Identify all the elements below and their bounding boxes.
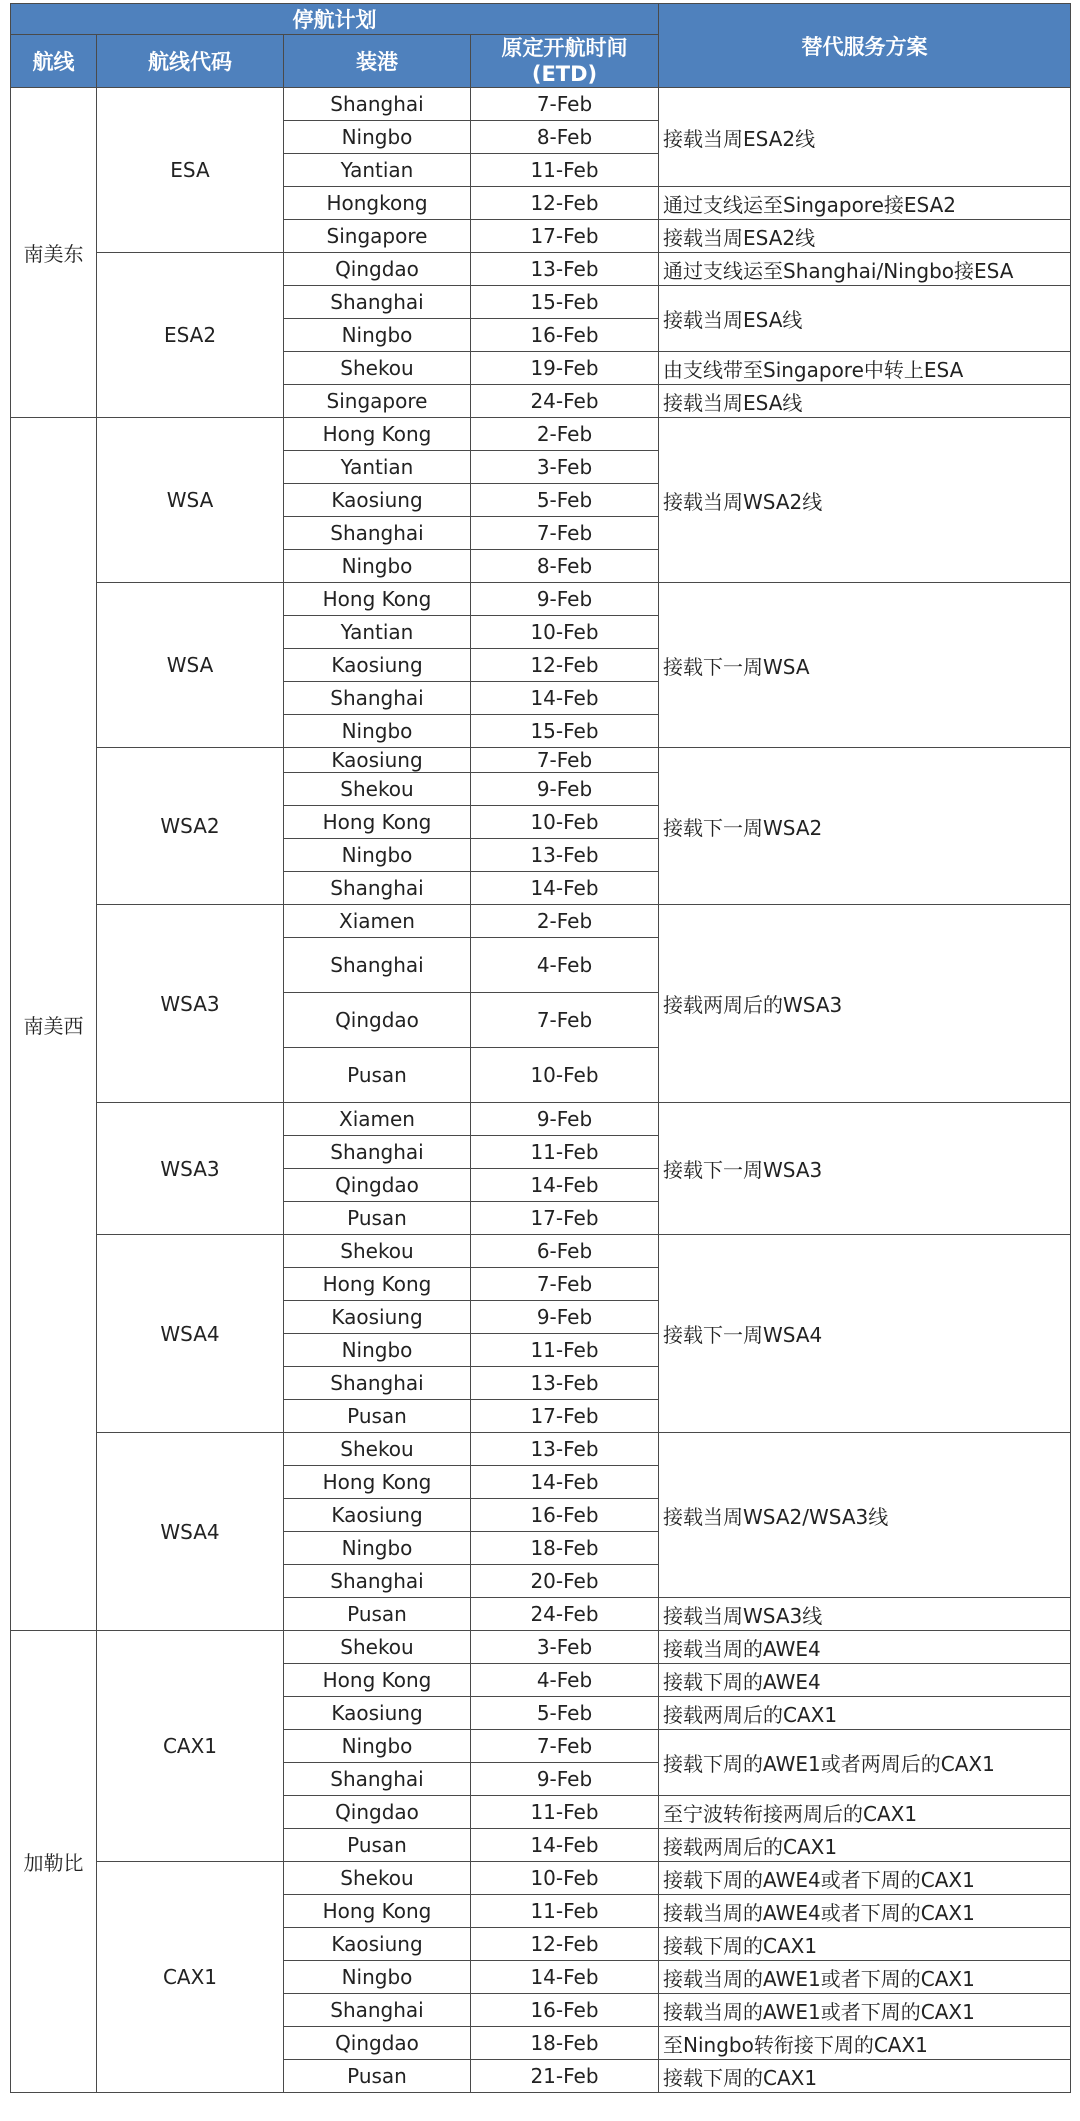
etd-cell: 14-Feb <box>471 1829 659 1862</box>
etd-cell: 12-Feb <box>471 187 659 220</box>
port-cell: Shanghai <box>284 286 471 319</box>
etd-cell: 11-Feb <box>471 1136 659 1169</box>
etd-cell: 7-Feb <box>471 993 659 1048</box>
etd-cell: 14-Feb <box>471 682 659 715</box>
port-cell: Pusan <box>284 1048 471 1103</box>
port-cell: Kaosiung <box>284 748 471 773</box>
plan-cell: 接载两周后的CAX1 <box>659 1697 1071 1730</box>
etd-cell: 17-Feb <box>471 1400 659 1433</box>
table-row <box>11 1433 1071 1466</box>
etd-cell: 9-Feb <box>471 1103 659 1136</box>
table-row <box>11 1235 1071 1268</box>
plan-cell: 通过支线运至Singapore接ESA2 <box>659 187 1071 220</box>
route-code-cell: ESA <box>97 88 284 253</box>
etd-cell: 14-Feb <box>471 1169 659 1202</box>
col-header-route: 航线 <box>11 35 97 88</box>
etd-cell: 8-Feb <box>471 550 659 583</box>
port-cell: Ningbo <box>284 1334 471 1367</box>
plan-cell: 接载当周WSA2/WSA3线 <box>659 1433 1071 1598</box>
table-row <box>11 1631 1071 1664</box>
etd-cell: 16-Feb <box>471 319 659 352</box>
port-cell: Kaosiung <box>284 1301 471 1334</box>
port-cell: Kaosiung <box>284 1499 471 1532</box>
etd-cell: 15-Feb <box>471 286 659 319</box>
etd-cell: 9-Feb <box>471 773 659 806</box>
port-cell: Ningbo <box>284 839 471 872</box>
route-code-cell: CAX1 <box>97 1631 284 1862</box>
port-cell: Shekou <box>284 352 471 385</box>
plan-cell: 至Ningbo转衔接下周的CAX1 <box>659 2027 1071 2060</box>
etd-cell: 19-Feb <box>471 352 659 385</box>
port-cell: Hong Kong <box>284 1466 471 1499</box>
plan-cell: 接载下一周WSA4 <box>659 1235 1071 1433</box>
port-cell: Shanghai <box>284 1565 471 1598</box>
port-cell: Shanghai <box>284 938 471 993</box>
etd-cell: 20-Feb <box>471 1565 659 1598</box>
route-code-cell: ESA2 <box>97 253 284 418</box>
port-cell: Shekou <box>284 1862 471 1895</box>
port-cell: Yantian <box>284 451 471 484</box>
plan-cell: 接载当周WSA2线 <box>659 418 1071 583</box>
etd-cell: 24-Feb <box>471 385 659 418</box>
etd-cell: 11-Feb <box>471 1796 659 1829</box>
plan-cell: 接载下周的AWE4或者下周的CAX1 <box>659 1862 1071 1895</box>
port-cell: Shanghai <box>284 1994 471 2027</box>
etd-cell: 17-Feb <box>471 220 659 253</box>
plan-cell: 至宁波转衔接两周后的CAX1 <box>659 1796 1071 1829</box>
etd-cell: 12-Feb <box>471 1928 659 1961</box>
port-cell: Ningbo <box>284 121 471 154</box>
etd-cell: 12-Feb <box>471 649 659 682</box>
etd-cell: 14-Feb <box>471 1466 659 1499</box>
route-code-cell: WSA2 <box>97 748 284 905</box>
etd-cell: 21-Feb <box>471 2060 659 2093</box>
plan-cell: 接载下周的AWE1或者两周后的CAX1 <box>659 1730 1071 1796</box>
etd-cell: 16-Feb <box>471 1994 659 2027</box>
col-header-plan: 替代服务方案 <box>659 4 1071 88</box>
col-header-etd-line2: (ETD) <box>531 62 598 86</box>
port-cell: Hong Kong <box>284 418 471 451</box>
etd-cell: 18-Feb <box>471 2027 659 2060</box>
port-cell: Ningbo <box>284 319 471 352</box>
route-cell: 南美西 <box>11 418 97 1631</box>
port-cell: Shanghai <box>284 88 471 121</box>
port-cell: Qingdao <box>284 993 471 1048</box>
port-cell: Pusan <box>284 1598 471 1631</box>
plan-cell: 接载当周的AWE1或者下周的CAX1 <box>659 1994 1071 2027</box>
table-row <box>11 418 1071 451</box>
etd-cell: 13-Feb <box>471 1433 659 1466</box>
route-cell: 加勒比 <box>11 1631 97 2093</box>
etd-cell: 7-Feb <box>471 748 659 773</box>
etd-cell: 10-Feb <box>471 806 659 839</box>
port-cell: Shanghai <box>284 1763 471 1796</box>
plan-cell: 接载下一周WSA2 <box>659 748 1071 905</box>
port-cell: Shanghai <box>284 1367 471 1400</box>
etd-cell: 10-Feb <box>471 1862 659 1895</box>
etd-cell: 8-Feb <box>471 121 659 154</box>
port-cell: Ningbo <box>284 715 471 748</box>
port-cell: Hong Kong <box>284 1664 471 1697</box>
col-header-etd-line1: 原定开航时间 <box>501 36 628 60</box>
plan-cell: 接载当周WSA3线 <box>659 1598 1071 1631</box>
port-cell: Shekou <box>284 1433 471 1466</box>
port-cell: Qingdao <box>284 2027 471 2060</box>
etd-cell: 2-Feb <box>471 905 659 938</box>
col-header-etd <box>471 35 659 88</box>
plan-cell: 接载下周的CAX1 <box>659 1928 1071 1961</box>
etd-cell: 13-Feb <box>471 839 659 872</box>
etd-cell: 10-Feb <box>471 616 659 649</box>
etd-cell: 14-Feb <box>471 1961 659 1994</box>
etd-cell: 7-Feb <box>471 517 659 550</box>
plan-cell: 由支线带至Singapore中转上ESA <box>659 352 1071 385</box>
port-cell: Hong Kong <box>284 1895 471 1928</box>
port-cell: Pusan <box>284 1400 471 1433</box>
plan-cell: 通过支线运至Shanghai/Ningbo接ESA <box>659 253 1071 286</box>
route-code-cell: WSA3 <box>97 1103 284 1235</box>
table-body <box>11 88 1071 2093</box>
plan-cell: 接载当周ESA2线 <box>659 88 1071 187</box>
col-header-port: 装港 <box>284 35 471 88</box>
route-code-cell: WSA4 <box>97 1433 284 1631</box>
plan-cell: 接载当周ESA线 <box>659 286 1071 352</box>
port-cell: Kaosiung <box>284 649 471 682</box>
etd-cell: 11-Feb <box>471 1334 659 1367</box>
plan-cell: 接载当周ESA线 <box>659 385 1071 418</box>
route-code-cell: WSA4 <box>97 1235 284 1433</box>
port-cell: Hong Kong <box>284 1268 471 1301</box>
table-row <box>11 748 1071 773</box>
etd-cell: 11-Feb <box>471 1895 659 1928</box>
etd-cell: 9-Feb <box>471 583 659 616</box>
port-cell: Shekou <box>284 1631 471 1664</box>
etd-cell: 6-Feb <box>471 1235 659 1268</box>
etd-cell: 15-Feb <box>471 715 659 748</box>
port-cell: Ningbo <box>284 1532 471 1565</box>
table-row <box>11 583 1071 616</box>
port-cell: Shanghai <box>284 872 471 905</box>
plan-cell: 接载两周后的CAX1 <box>659 1829 1071 1862</box>
etd-cell: 7-Feb <box>471 88 659 121</box>
plan-cell: 接载当周的AWE4 <box>659 1631 1071 1664</box>
port-cell: Yantian <box>284 616 471 649</box>
table-row <box>11 253 1071 286</box>
port-cell: Ningbo <box>284 1961 471 1994</box>
route-code-cell: WSA <box>97 418 284 583</box>
route-cell: 南美东 <box>11 88 97 418</box>
etd-cell: 3-Feb <box>471 451 659 484</box>
route-code-cell: WSA3 <box>97 905 284 1103</box>
group-title: 停航计划 <box>11 4 659 35</box>
port-cell: Kaosiung <box>284 1928 471 1961</box>
plan-cell: 接载下一周WSA <box>659 583 1071 748</box>
plan-cell: 接载下一周WSA3 <box>659 1103 1071 1235</box>
suspension-table <box>10 3 1071 2093</box>
port-cell: Hong Kong <box>284 806 471 839</box>
plan-cell: 接载当周的AWE4或者下周的CAX1 <box>659 1895 1071 1928</box>
etd-cell: 7-Feb <box>471 1730 659 1763</box>
table-row <box>11 88 1071 121</box>
port-cell: Shekou <box>284 1235 471 1268</box>
etd-cell: 13-Feb <box>471 1367 659 1400</box>
port-cell: Xiamen <box>284 1103 471 1136</box>
etd-cell: 4-Feb <box>471 938 659 993</box>
port-cell: Qingdao <box>284 253 471 286</box>
plan-cell: 接载下周的AWE4 <box>659 1664 1071 1697</box>
etd-cell: 16-Feb <box>471 1499 659 1532</box>
port-cell: Singapore <box>284 220 471 253</box>
etd-cell: 2-Feb <box>471 418 659 451</box>
port-cell: Xiamen <box>284 905 471 938</box>
plan-cell: 接载当周ESA2线 <box>659 220 1071 253</box>
table-row <box>11 1862 1071 1895</box>
port-cell: Pusan <box>284 2060 471 2093</box>
etd-cell: 7-Feb <box>471 1268 659 1301</box>
port-cell: Kaosiung <box>284 484 471 517</box>
plan-cell: 接载两周后的WSA3 <box>659 905 1071 1103</box>
etd-cell: 14-Feb <box>471 872 659 905</box>
port-cell: Ningbo <box>284 1730 471 1763</box>
port-cell: Singapore <box>284 385 471 418</box>
port-cell: Pusan <box>284 1829 471 1862</box>
etd-cell: 9-Feb <box>471 1763 659 1796</box>
etd-cell: 11-Feb <box>471 154 659 187</box>
route-code-cell: WSA <box>97 583 284 748</box>
route-code-cell: CAX1 <box>97 1862 284 2093</box>
etd-cell: 24-Feb <box>471 1598 659 1631</box>
port-cell: Hongkong <box>284 187 471 220</box>
suspension-table-wrapper <box>10 3 1070 2093</box>
etd-cell: 17-Feb <box>471 1202 659 1235</box>
port-cell: Shanghai <box>284 1136 471 1169</box>
etd-cell: 3-Feb <box>471 1631 659 1664</box>
plan-cell: 接载下周的CAX1 <box>659 2060 1071 2093</box>
table-row <box>11 1103 1071 1136</box>
port-cell: Yantian <box>284 154 471 187</box>
port-cell: Shanghai <box>284 682 471 715</box>
port-cell: Kaosiung <box>284 1697 471 1730</box>
etd-cell: 13-Feb <box>471 253 659 286</box>
etd-cell: 10-Feb <box>471 1048 659 1103</box>
col-header-code: 航线代码 <box>97 35 284 88</box>
etd-cell: 5-Feb <box>471 1697 659 1730</box>
etd-cell: 9-Feb <box>471 1301 659 1334</box>
port-cell: Shanghai <box>284 517 471 550</box>
etd-cell: 18-Feb <box>471 1532 659 1565</box>
port-cell: Qingdao <box>284 1169 471 1202</box>
port-cell: Shekou <box>284 773 471 806</box>
table-row <box>11 905 1071 938</box>
etd-cell: 5-Feb <box>471 484 659 517</box>
plan-cell: 接载当周的AWE1或者下周的CAX1 <box>659 1961 1071 1994</box>
port-cell: Qingdao <box>284 1796 471 1829</box>
port-cell: Hong Kong <box>284 583 471 616</box>
port-cell: Ningbo <box>284 550 471 583</box>
port-cell: Pusan <box>284 1202 471 1235</box>
etd-cell: 4-Feb <box>471 1664 659 1697</box>
